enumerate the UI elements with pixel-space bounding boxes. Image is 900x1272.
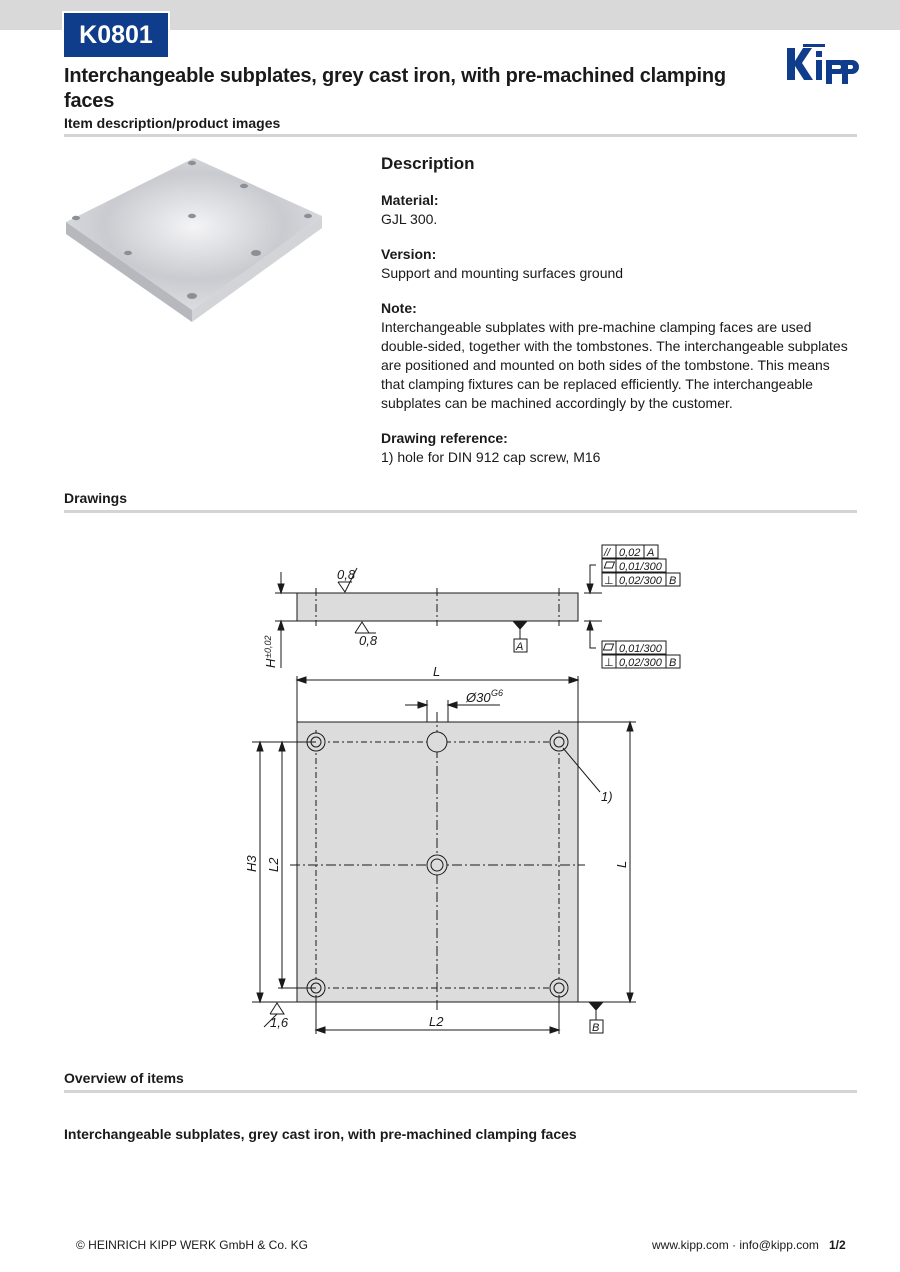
roughness-plate-label: 1,6 xyxy=(270,1015,289,1030)
datum-b-ref: B xyxy=(669,657,677,669)
roughness-bottom-label: 0,8 xyxy=(359,633,378,648)
dim-l-side: L xyxy=(614,860,629,868)
page-title: Interchangeable subplates, grey cast iron, with pre-machined clamping faces xyxy=(64,65,726,112)
description-heading: Description xyxy=(381,154,475,173)
material-value: GJL 300. xyxy=(381,211,438,227)
roughness-top-label: 0,8 xyxy=(337,567,356,582)
tol-flatness-1: 0,01/300 xyxy=(619,561,662,573)
parallel-symbol: // xyxy=(604,547,611,559)
dim-l-top: L xyxy=(433,664,441,679)
footer-copyright: © HEINRICH KIPP WERK GmbH & Co. KG xyxy=(76,1238,308,1252)
page-subtitle: Item description/product images xyxy=(64,115,281,131)
kipp-logo xyxy=(783,36,859,92)
divider xyxy=(64,134,857,137)
dim-l2-side: L2 xyxy=(266,857,281,872)
flatness-symbol xyxy=(604,562,614,568)
reference-note: 1) xyxy=(601,789,613,804)
technical-drawing xyxy=(220,530,700,1040)
perp-symbol: ⊥ xyxy=(604,575,614,587)
datum-b-ref: B xyxy=(669,575,677,587)
datum-a-ref: A xyxy=(647,547,655,559)
material-label: Material: xyxy=(381,192,439,208)
product-image xyxy=(64,150,324,325)
tol-perp-2: 0,02/300 xyxy=(619,657,662,669)
dim-bore-fit: G6 xyxy=(491,688,504,698)
overview-heading: Overview of items xyxy=(64,1070,184,1086)
divider xyxy=(64,510,857,513)
drawing-reference-value: 1) hole for DIN 912 cap screw, M16 xyxy=(381,449,601,465)
note-label: Note: xyxy=(381,300,417,316)
logo-text: Kipp xyxy=(821,89,824,90)
note-text: Interchangeable subplates with pre-machine clamping faces are used double-sided, together with the tombstones. The interchangeable subplates are positioned and mounted on both sides of the tombstone. This means that clamping fixtures can be replaced efficiently. The interchangeable subplates can be machined accordingly by the customer. xyxy=(381,319,848,411)
tol-perp-1: 0,02/300 xyxy=(619,575,662,587)
dim-h-label: H xyxy=(263,658,278,668)
dim-h3: H3 xyxy=(244,855,259,872)
flatness-symbol xyxy=(603,644,613,650)
dim-l2-bottom: L2 xyxy=(429,1014,444,1029)
overview-title: Interchangeable subplates, grey cast iron, with pre-machined clamping faces xyxy=(64,1126,577,1142)
item-code-badge: K0801 xyxy=(64,13,168,57)
drawings-heading: Drawings xyxy=(64,490,128,506)
perp-symbol: ⊥ xyxy=(604,657,614,669)
datum-a-label: A xyxy=(516,641,524,653)
tol-flatness-2: 0,01/300 xyxy=(619,643,662,655)
datum-b-label: B xyxy=(592,1022,600,1034)
tol-parallel: 0,02 xyxy=(619,547,641,559)
description-block xyxy=(381,154,857,483)
page-number: 1/2 xyxy=(829,1238,846,1252)
drawing-reference-label: Drawing reference: xyxy=(381,430,508,446)
dim-bore: Ø30 xyxy=(466,690,491,705)
footer-contact[interactable]: www.kipp.com · info@kipp.com xyxy=(652,1238,819,1252)
divider xyxy=(64,1090,857,1093)
dim-h-tol: ±0,02 xyxy=(263,635,273,658)
version-value: Support and mounting surfaces ground xyxy=(381,265,624,281)
version-label: Version: xyxy=(381,246,437,262)
